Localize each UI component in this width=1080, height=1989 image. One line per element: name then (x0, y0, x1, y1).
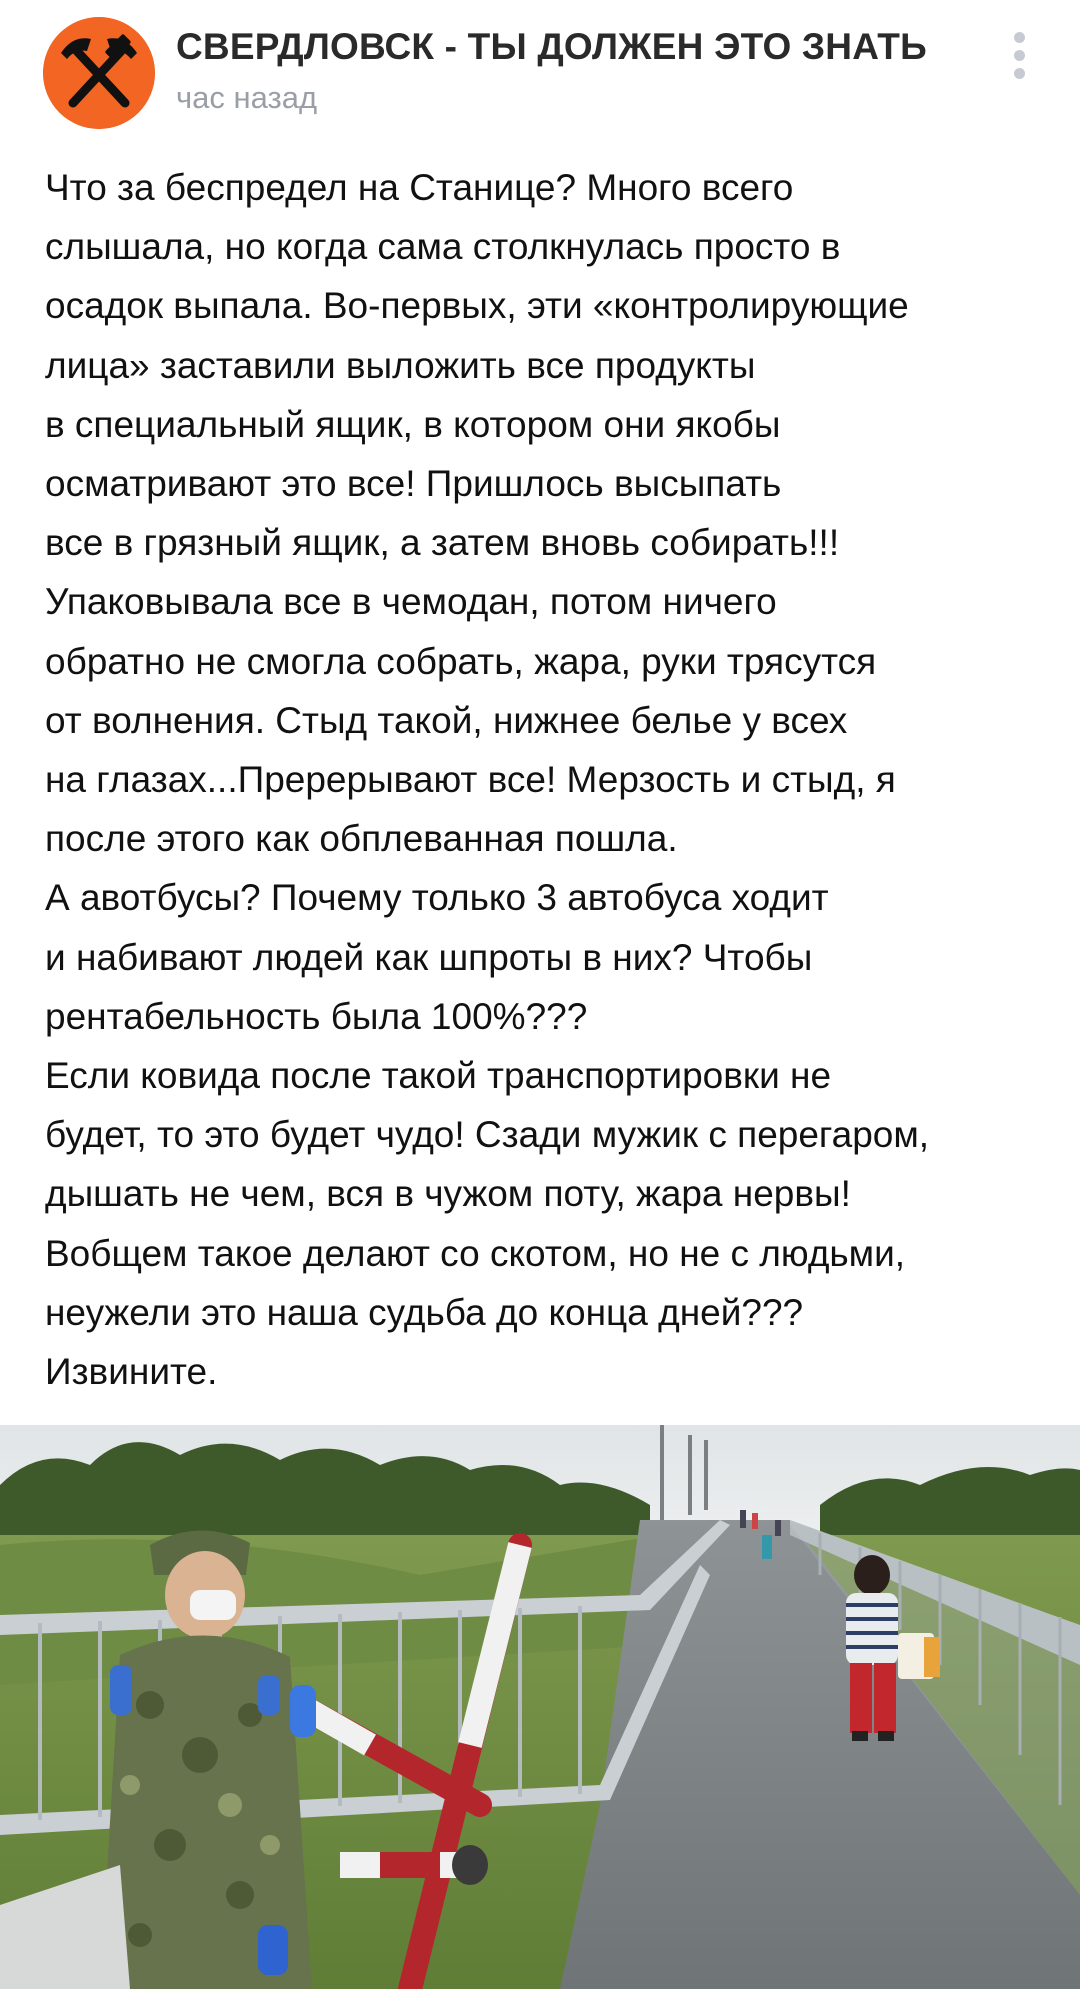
post-text-line: будет, то это будет чудо! Сзади мужик с перегаром, (45, 1114, 930, 1156)
post-text-line: и набивают людей как шпроты в них? Чтобы (45, 936, 813, 978)
post-text-line: Упаковывала все в чемодан, потом ничего (45, 581, 777, 623)
group-avatar[interactable] (43, 17, 155, 129)
post-text-line: слышала, но когда сама столкнулась просто в (45, 226, 841, 268)
bridge-checkpoint-photo (0, 1425, 1080, 1989)
post-text-line: Извините. (45, 1351, 218, 1393)
post-text-line: Что за беспредел на Станице? Много всего (45, 167, 794, 208)
vertical-dots-icon[interactable] (1000, 28, 1040, 84)
group-name[interactable]: СВЕРДЛОВСК - ТЫ ДОЛЖЕН ЭТО ЗНАТЬ (176, 26, 927, 67)
post-text (45, 158, 1055, 1401)
post-text-line: А авотбусы? Почему только 3 автобуса ходит (45, 877, 829, 919)
post-text-line: Если ковида после такой транспортировки не (45, 1055, 832, 1097)
post-text-line: в специальный ящик, в котором они якобы (45, 403, 781, 445)
post-text-line: рентабельность была 100%??? (45, 995, 588, 1037)
post-text-line: осадок выпала. Во-первых, эти «контролирующие (45, 285, 909, 327)
hammer-and-pick-icon (43, 17, 155, 129)
post-text-line: осматривают это все! Пришлось высыпать (45, 463, 782, 505)
post-time: час назад (176, 80, 318, 115)
post-text-line: неужели это наша судьба до конца дней??? (45, 1291, 804, 1333)
post-header (0, 0, 1080, 140)
post-text-line: дышать не чем, вся в чужом поту, жара нервы! (45, 1173, 851, 1215)
post-text-line: на глазах...Пререрывают все! Мерзость и стыд, я (45, 759, 896, 801)
post-text-line: лица» заставили выложить все продукты (45, 344, 756, 386)
post-text-line: от волнения. Стыд такой, нижнее белье у всех (45, 699, 848, 741)
post-text-line: Вобщем такое делают со скотом, но не с людьми, (45, 1232, 906, 1274)
post-text-line: все в грязный ящик, а затем вновь собирать!!! (45, 522, 840, 564)
post-text-line: обратно не смогла собрать, жара, руки трясутся (45, 640, 877, 682)
post-photo[interactable] (0, 1425, 1080, 1989)
post-text-line: после этого как обплеванная пошла. (45, 818, 678, 860)
